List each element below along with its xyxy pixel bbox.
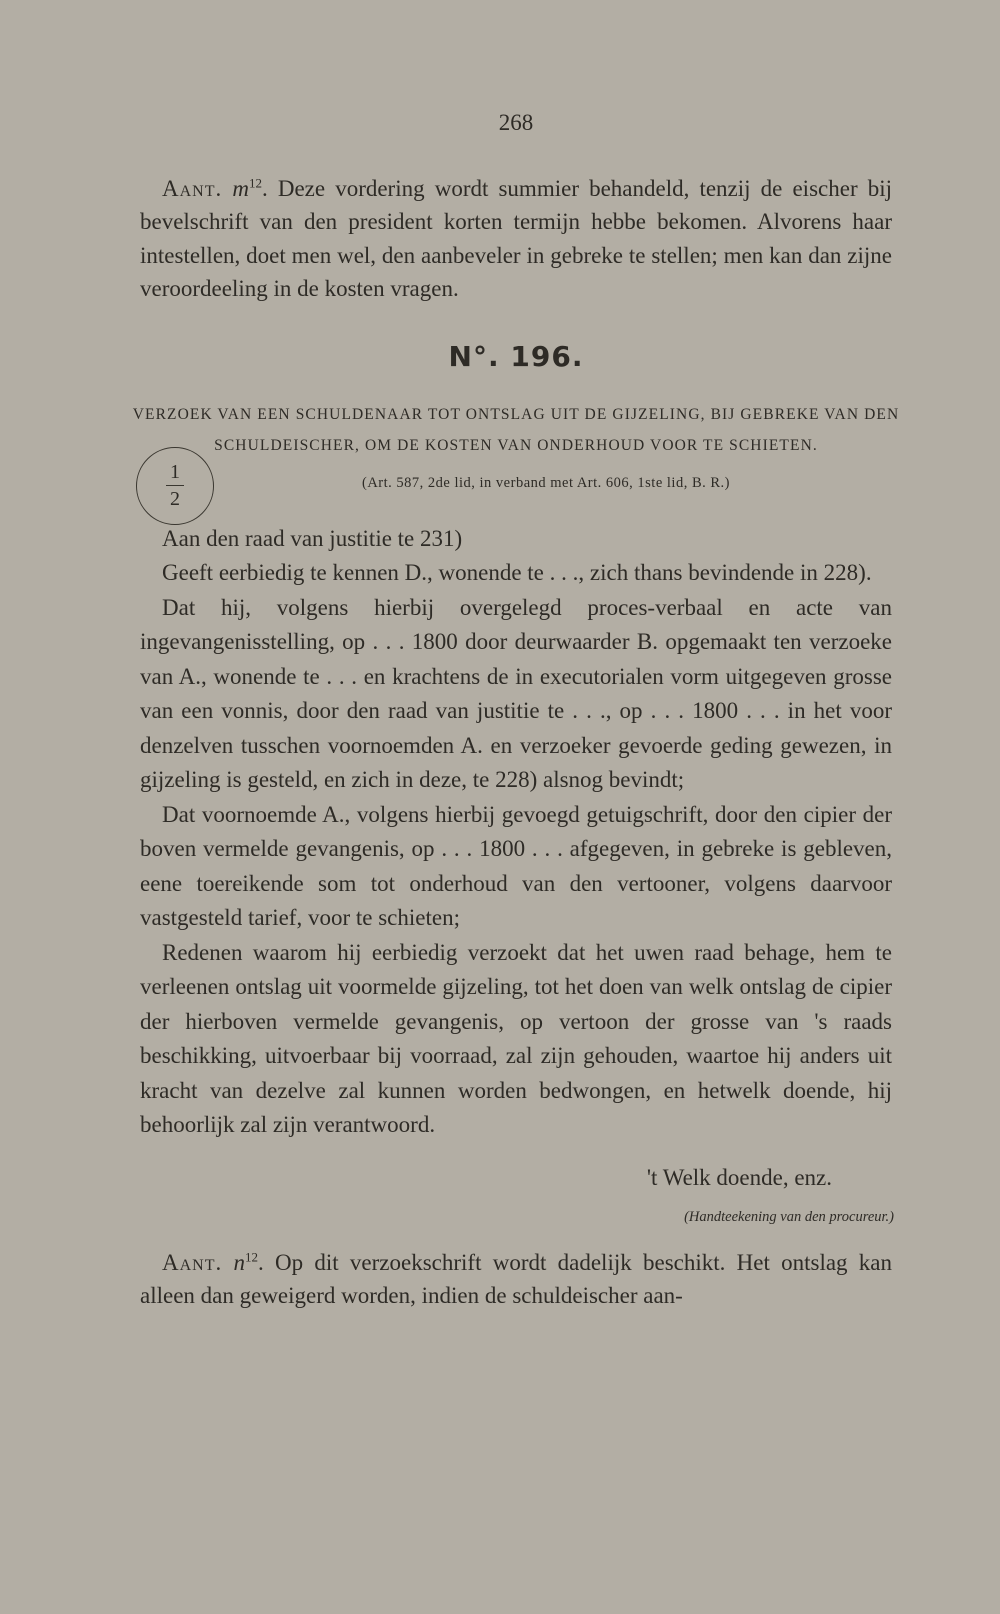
form-heading (132, 399, 900, 461)
note-ref-sup: 12 (248, 175, 262, 191)
note-text: . Op dit verzoekschrift wordt dadelijk beschikt. Het ontslag kan alleen dan geweigerd worden, indien de schuldeischer aan- (140, 1249, 893, 1308)
form-title: VERZOEK VAN EEN SCHULDENAAR TOT ONTSLAG UIT DE GIJZELING, BIJ GEBREKE VAN DEN SCHULDEISCHER, OM DE KOSTEN VAN ONDERHOUD VOOR TE SCHIETEN. (132, 405, 900, 454)
petition-body (140, 522, 892, 1143)
closing-formula: 't Welk doende, enz. (646, 1164, 832, 1190)
form-number: N°. 196. (448, 339, 584, 373)
note-text: . Deze vordering wordt summier behandeld, tenzij de eischer bij bevelschrift van den president korten termijn hebbe bekomen. Alvorens haar intestellen, doet men wel, den aanbeveler in gebreke te stellen; men kan dan zijne veroordeeling in de kosten vragen. (140, 176, 892, 302)
note-label: Aant. (162, 1249, 223, 1275)
page-number: 268 (498, 110, 534, 135)
fraction-bar (166, 485, 184, 486)
note-ref: m (232, 176, 249, 201)
signature-line: (Handteekening van den procureur.) (684, 1208, 894, 1225)
body-paragraph: Redenen waarom hij eerbiedig verzoekt dat het uwen raad behage, hem te verleenen ontslag uit voormelde gijzeling, tot het doen van welk ontslag de cipier der hierboven vermelde gevangenis, op vertoon der grosse van 's raads beschikking, uitvoerbaar bij voorraad, zal zijn gehouden, waartoe hij anders uit kracht van dezelve zal kunnen worden bedwongen, en hetwelk doende, hij behoorlijk zal zijn verantwoord. (140, 939, 892, 1138)
note-ref-sup: 12 (245, 1248, 259, 1264)
fraction-numerator: 1 (170, 461, 180, 484)
note-ref: n (233, 1249, 246, 1275)
article-reference: (Art. 587, 2de lid, in verband met Art. 606, 1ste lid, B. R.) (362, 474, 730, 491)
body-paragraph: Geeft eerbiedig te kennen D., wonende te . . ., zich thans bevindende in 228). (162, 560, 872, 586)
note-label: Aant. (162, 176, 223, 201)
body-paragraph: Dat voornoemde A., volgens hierbij gevoegd getuigschrift, door den cipier der boven vermelde gevangenis, op . . . 1800 . . . afgegeven, in gebreke is gebleven, eene toereikende som tot onderhoud van den vertooner, volgens daarvoor vastgesteld tarief, voor te schieten; (140, 801, 892, 931)
note-n12 (140, 1246, 892, 1312)
body-paragraph: Dat hij, volgens hierbij overgelegd proces-verbaal en acte van ingevangenisstelling, op . . . 1800 door deurwaarder B. opgemaakt ten verzoeke van A., wonende te . . . en krachtens de in executorialen vorm uitgegeven grosse van een vonnis, door den raad van justitie te . . ., op . . . 1800 . . . in het voor denzelven tusschen voornoemden A. en verzoeker gevoerde geding gewezen, in gijzeling is gesteld, en zich in deze, te 228) alsnog bevindt; (140, 594, 892, 793)
reference-row (140, 461, 892, 511)
note-m12 (140, 172, 892, 306)
fraction-denominator: 2 (170, 488, 180, 511)
body-paragraph: Aan den raad van justitie te 231) (162, 525, 463, 551)
stamp-fraction (136, 447, 214, 525)
